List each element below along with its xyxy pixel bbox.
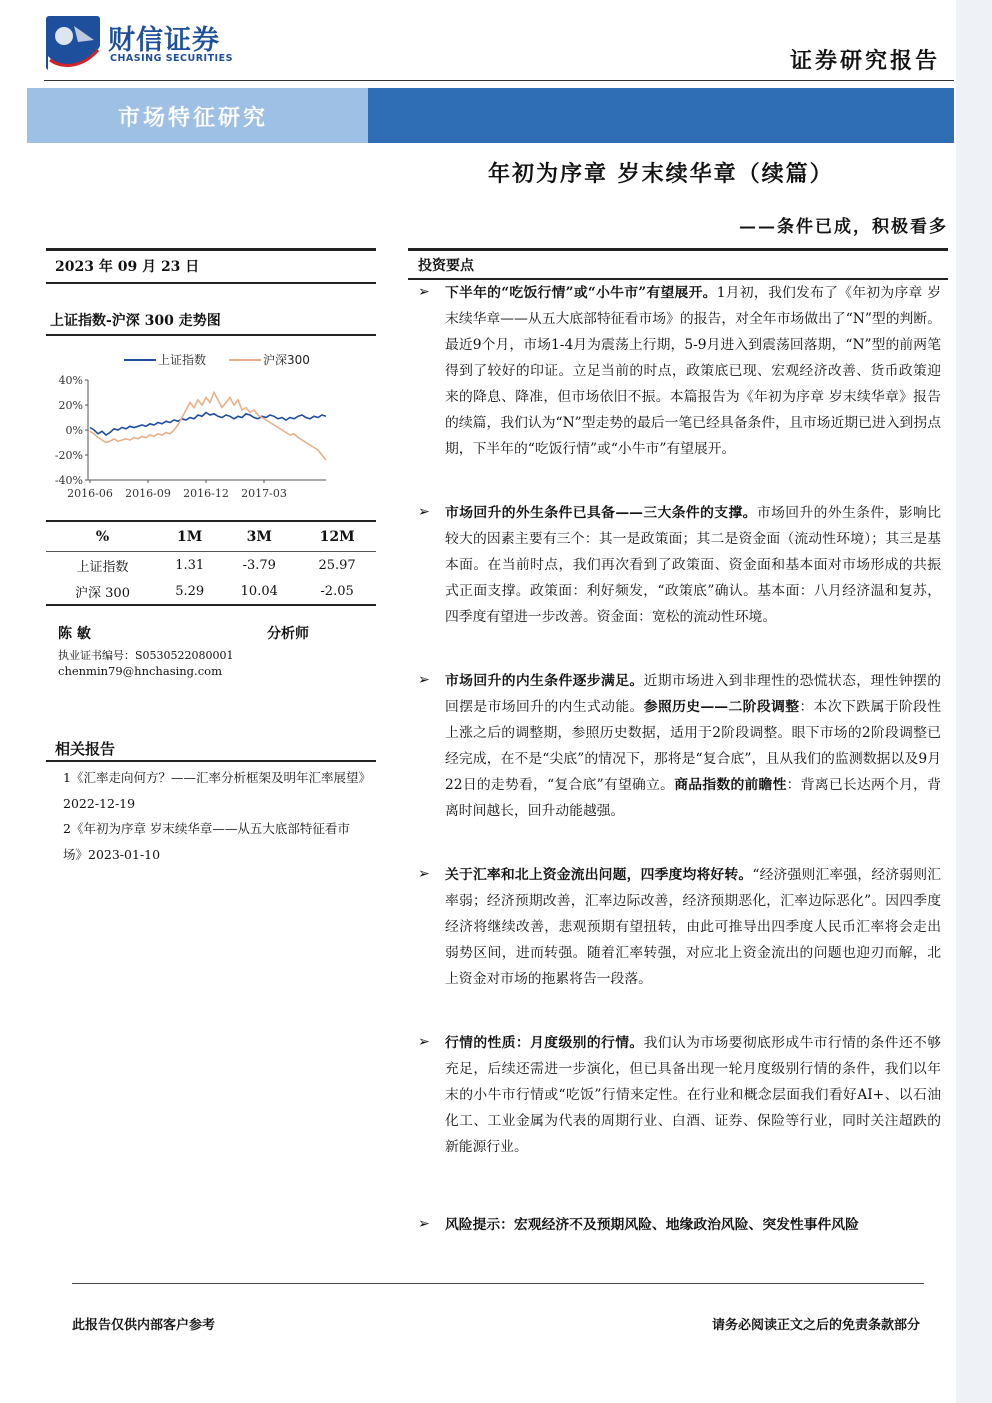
key-point-text: 我们认为市场要彻底形成牛市行情的条件还不够充足，后续还需进一步演化，但已具备出现一轮月度级别行情的条件，我们以年末的小牛市行情或“吃饭”行情来定性。在行业和概念层面我们看好AI+、以石油化工、工业金属为代表的周期行业、白酒、证券、保险等行业，同时关注超跌的新能源行业。 [445, 1035, 942, 1155]
table-cell: 1.31 [175, 557, 205, 573]
related-reports-title: 相关报告 [55, 740, 116, 758]
arrow-bullet-icon: ➢ [418, 1216, 430, 1232]
related-report-item[interactable]: 2《年初为序章 岁末续华章——从五大底部特征看市场》2023-01-10 [63, 821, 350, 862]
table-header-row [46, 521, 376, 552]
key-point-paragraph [445, 668, 941, 824]
arrow-bullet-icon: ➢ [418, 866, 430, 882]
key-point-text: ：本次下跌属于阶段性上涨之后的调整期，参照历史数据，适用于2阶段调整。眼下市场的2阶段调整已经完成，在不是“尖底”的情况下，那将是“复合底”，且从我们的监测数据以及9月22日的走势看，“复合底”有望确立。 [445, 699, 942, 793]
risk-warning [445, 1212, 941, 1238]
key-point-text: ：背离已长达两个月，背离时间越长，回升动能越强。 [445, 777, 942, 819]
chart-title: 上证指数-沪深 300 走势图 [50, 313, 221, 329]
y-tick-label: 20% [58, 399, 83, 412]
analyst-name: 陈 敏 [58, 626, 91, 642]
y-tick-label: 0% [65, 424, 83, 437]
legend-label: 上证指数 [158, 353, 207, 367]
key-points-title: 投资要点 [418, 258, 474, 274]
header-divider [44, 80, 954, 81]
section-banner-label: 市场特征研究 [118, 105, 269, 131]
x-tick-label: 2016-06 [67, 487, 113, 500]
key-point-paragraph [445, 500, 941, 630]
x-tick-label: 2017-03 [241, 487, 287, 500]
key-point-lead: 下半年的“吃饭行情”或“小牛市”有望展开。 [445, 285, 717, 301]
key-point-text: “经济强则汇率强，经济弱则汇率弱；经济预期改善，汇率边际改善，经济预期恶化，汇率边际恶化”。因四季度经济将继续改善，悲观预期有望扭转，由此可推导出四季度人民币汇率将会走出弱势区间，进而转强。随着汇率转强，对应北上资金流出的问题也迎刃而解，北上资金对市场的拖累将告一段落。 [445, 867, 942, 987]
company-name-cn: 财信证券 [108, 25, 220, 56]
arrow-bullet-icon: ➢ [418, 1034, 430, 1050]
table-cell: 25.97 [318, 557, 356, 573]
page-edge-strip [956, 0, 992, 1403]
key-point-lead: 商品指数的前瞻性 [674, 777, 787, 793]
key-point-text: 市场回升的外生条件，影响比较大的因素主要有三个：其一是政策面；其二是资金面（流动性环境）；其三是基本面。在当前时点，我们再次看到了政策面、资金面和基本面对市场形成的共振式正面支撑。政策面：利好频发，“政策底”确认。基本面：八月经济温和复苏，四季度有望进一步改善。资金面：宽松的流动性环境。 [445, 505, 942, 625]
key-point-lead: 行情的性质：月度级别的行情。 [445, 1035, 644, 1051]
analyst-email[interactable]: chenmin79@hnchasing.com [58, 664, 222, 678]
analyst-role: 分析师 [267, 626, 309, 642]
key-point-lead: 参照历史——二阶段调整 [643, 699, 800, 715]
report-title: 年初为序章 岁末续华章（续篇） [488, 161, 834, 187]
table-row [46, 578, 376, 605]
index-chart [46, 334, 376, 518]
key-point-lead: 市场回升的外生条件已具备——三大条件的支撑。 [445, 505, 757, 521]
performance-table [46, 520, 376, 606]
arrow-bullet-icon: ➢ [418, 284, 430, 300]
table-header-cell: 3M [220, 521, 298, 552]
key-point-paragraph [445, 1030, 941, 1160]
key-points-header-box [408, 248, 948, 280]
company-logo-icon [44, 16, 102, 72]
related-reports-divider [46, 760, 376, 762]
index-chart-svg [46, 336, 376, 518]
y-tick-label: -20% [54, 449, 83, 462]
arrow-bullet-icon: ➢ [418, 504, 430, 520]
table-header-cell: % [46, 521, 159, 552]
report-date: 2023 年 09 月 23 日 [55, 259, 200, 275]
table-header-cell: 12M [298, 521, 376, 552]
x-tick-label: 2016-09 [125, 487, 171, 500]
footer-divider [72, 1283, 924, 1284]
analyst-cert-number: 执业证书编号：S0530522080001 [58, 649, 234, 662]
table-header-cell: 1M [159, 521, 220, 552]
key-point-paragraph [445, 862, 941, 992]
series-line [90, 413, 326, 436]
key-point-text: 1月初，我们发布了《年初为序章 岁末续华章——从五大底部特征看市场》的报告，对全年市场做出了“N”型的判断。最近9个月，市场1-4月为震荡上行期，5-9月进入到震荡回落期，“N”型的前两笔得到了较好的印证。立足当前的时点，政策底已现、宏观经济改善、货币政策迎来的降息、降准，但市场依旧不振。本篇报告为《年初为序章 岁末续华章》报告的续篇，我们认为“N”型走势的最后一笔已经具备条件，且市场近期已进入到拐点期，下半年的“吃饭行情”或“小牛市”有望展开。 [445, 285, 941, 457]
key-point-lead: 市场回升的内生条件逐步满足。 [445, 673, 644, 689]
table-cell: 10.04 [240, 583, 278, 599]
related-report-item[interactable]: 1《汇率走向何方？——汇率分析框架及明年汇率展望》2022-12-19 [63, 770, 365, 811]
report-type: 证券研究报告 [789, 48, 940, 74]
table-cell: -3.79 [242, 557, 276, 573]
table-row [46, 552, 376, 579]
report-subtitle: ——条件已成，积极看多 [739, 217, 948, 237]
x-tick-label: 2016-12 [183, 487, 229, 500]
legend-label: 沪深300 [263, 353, 310, 367]
risk-warning-text: 风险提示：宏观经济不及预期风险、地缘政治风险、突发性事件风险 [445, 1217, 859, 1233]
company-name-en: CHASING SECURITIES [110, 53, 233, 64]
key-point-lead: 关于汇率和北上资金流出问题，四季度均将好转。 [445, 867, 753, 883]
y-tick-label: 40% [58, 374, 83, 387]
key-point-paragraph [445, 280, 941, 462]
footer-notice: 此报告仅供内部客户参考 [72, 1318, 216, 1333]
table-cell: 沪深 300 [75, 585, 130, 601]
y-tick-label: -40% [54, 474, 83, 487]
table-cell: -2.05 [320, 583, 354, 599]
footer-disclaimer-link[interactable]: 请务必阅读正文之后的免责条款部分 [711, 1318, 920, 1333]
table-cell: 上证指数 [76, 559, 129, 575]
table-cell: 5.29 [175, 583, 205, 599]
series-line [90, 393, 326, 461]
key-point-text: 近期市场进入到非理性的恐慌状态，理性钟摆的回摆是市场回升的内生式动能。 [445, 673, 942, 715]
arrow-bullet-icon: ➢ [418, 672, 430, 688]
